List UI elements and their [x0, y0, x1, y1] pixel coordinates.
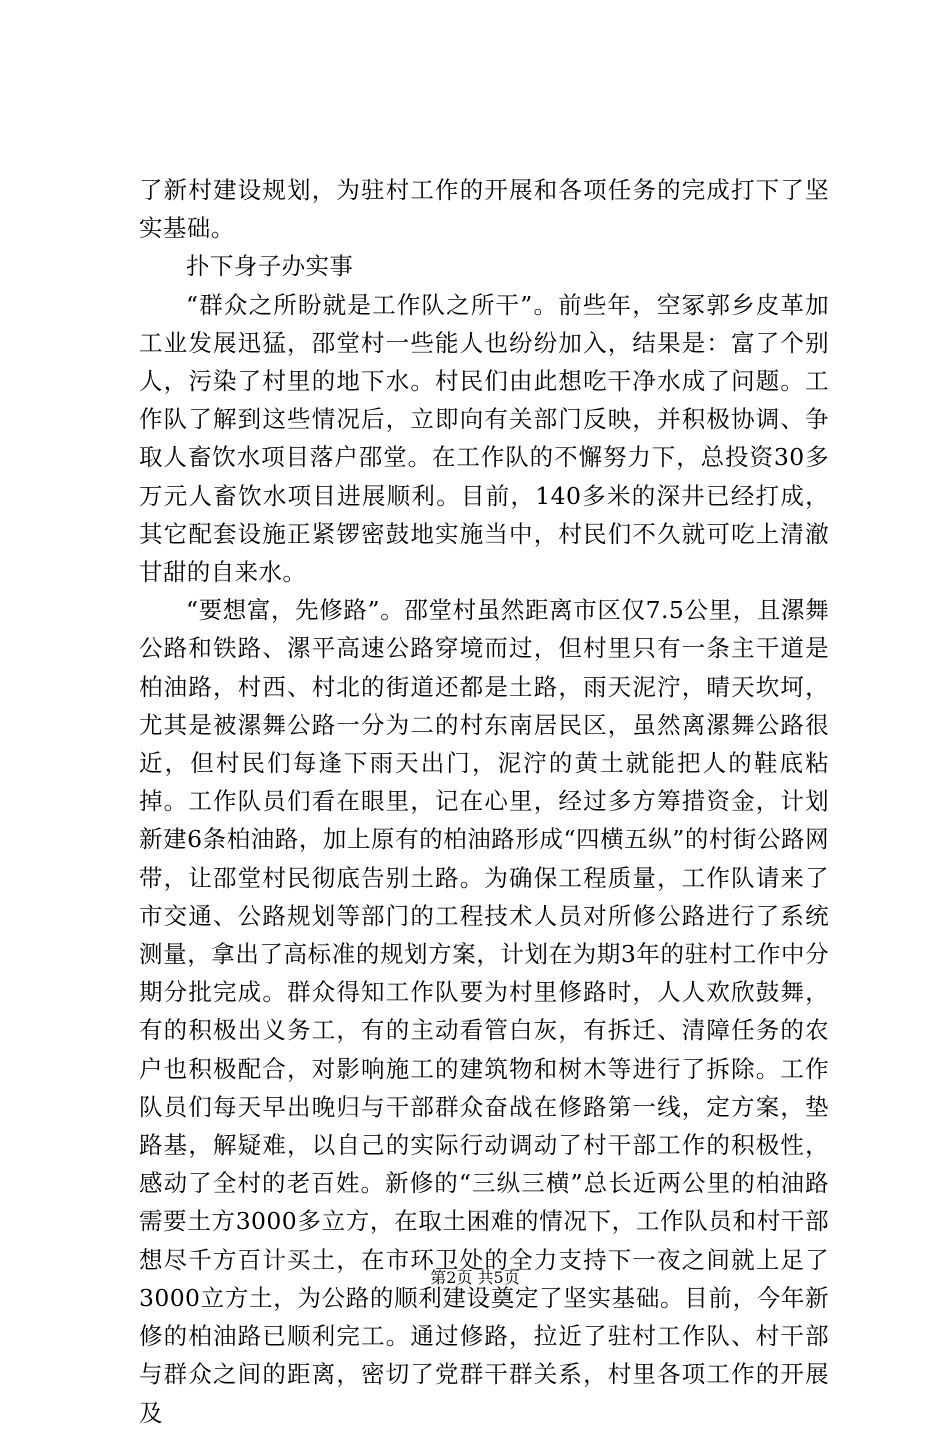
paragraph-road-building: “要想富，先修路”。邵堂村虽然距离市区仅7.5公里，且漯舞公路和铁路、漯平高速公路穿境而过，但村里只有一条主干道是柏油路，村西、村北的街道还都是土路，雨天泥泞，晴天坎坷，尤其是被漯舞公路一分为二的村东南居民区，虽然离漯舞公路很近，但村民们每逢下雨天出门，泥泞的黄土就能把人的鞋底粘掉。工作队员们看在眼里，记在心里，经过多方筹措资金，计划新建6条柏油路，加上原有的柏油路形成“四横五纵”的村街公路网带，让邵堂村民彻底告别土路。为确保工程质量，工作队请来了市交通、公路规划等部门的工程技术人员对所修公路进行了系统测量，拿出了高标准的规划方案，计划在为期3年的驻村工作中分期分批完成。群众得知工作队要为村里修路时，人人欢欣鼓舞，有的积极出义务工，有的主动看管白灰，有拆迁、清障任务的农户也积极配合，对影响施工的建筑物和树木等进行了拆除。工作队员们每天早出晚归与干部群众奋战在修路第一线，定方案，垫路基，解疑难，以自己的实际行动调动了村干部工作的积极性，感动了全村的老百姓。新修的“三纵三横”总长近两公里的柏油路需要土方3000多立方，在取土困难的情况下，工作队员和村干部想尽千方百计买土，在市环卫处的全力支持下一夜之间就上足了3000立方土，为公路的顺利建设奠定了坚实基础。目前，今年新修的柏油路已顺利完工。通过修路，拉近了驻村工作队、村干部与群众之间的距离，密切了党群干群关系，村里各项工作的开展及 — [139, 596, 829, 1427]
document-body — [139, 171, 829, 1432]
paragraph-drinking-water: “群众之所盼就是工作队之所干”。前些年，空冢郭乡皮革加工业发展迅猛，邵堂村一些能人也纷纷加入，结果是：富了个别人，污染了村里的地下水。村民们由此想吃干净水成了问题。工作队了解到这些情况后，立即向有关部门反映，并积极协调、争取人畜饮水项目落户邵堂。在工作队的不懈努力下，总投资30多万元人畜饮水项目进展顺利。目前，140多米的深井已经打成，其它配套设施正紧锣密鼓地实施当中，村民们不久就可吃上清澈甘甜的自来水。 — [139, 290, 829, 587]
paragraph-continued: 了新村建设规划，为驻村工作的开展和各项任务的完成打下了坚实基础。 — [139, 176, 829, 243]
page-number-footer: 第2页 共5页 — [430, 1268, 520, 1287]
section-heading: 扑下身子办实事 — [186, 252, 354, 281]
